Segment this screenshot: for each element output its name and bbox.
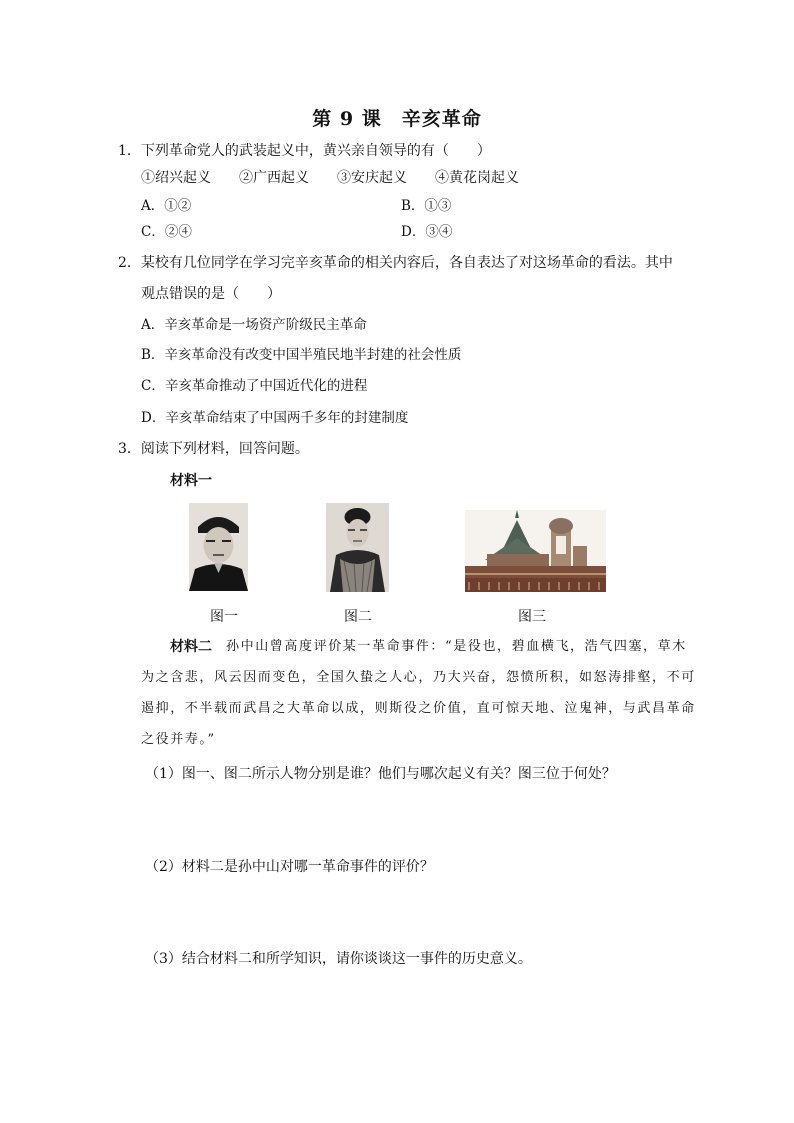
q1-items: ①绍兴起义 ②广西起义 ③安庆起义 ④黄花岗起义	[141, 170, 519, 186]
material1-label: 材料一	[170, 473, 212, 489]
caption-figure-one: 图一	[210, 609, 238, 625]
sub-question-1: （1）图一、图二所示人物分别是谁？他们与哪次起义有关？图三位于何处？	[145, 766, 616, 782]
material2-text-line1: 孙中山曾高度评价某一革命事件：“是役也，碧血横飞，浩气四塞，草木	[226, 639, 687, 654]
sub-question-2: （2）材料二是孙中山对哪一革命事件的评价？	[145, 859, 434, 875]
caption-figure-two: 图二	[344, 609, 372, 625]
sub-question-3: （3）结合材料二和所学知识，请你谈谈这一事件的历史意义。	[145, 951, 532, 967]
q1-stem: 1．下列革命党人的武装起义中，黄兴亲自领导的有（ ）	[118, 143, 491, 159]
material2-label: 材料二	[170, 639, 212, 655]
q1-option-d: D．③④	[401, 224, 453, 240]
q2-stem-line1: 2．某校有几位同学在学习完辛亥革命的相关内容后，各自表达了对这场革命的看法。其中	[118, 255, 673, 271]
material2-text-line2: 为之含悲，风云因而变色，全国久蛰之人心，乃大兴奋，怨愤所积，如怒涛排壑，不可	[141, 670, 696, 685]
q1-option-a: A．①②	[141, 198, 192, 214]
memorial-building-photo	[465, 510, 606, 592]
q1-option-c: C．②④	[141, 224, 192, 240]
caption-figure-three: 图三	[518, 609, 546, 625]
portrait-photo-one	[189, 503, 248, 591]
q2-option-a: A．辛亥革命是一场资产阶级民主革命	[141, 317, 367, 333]
material2-text-line3: 遏抑，不半载而武昌之大革命以成，则斯役之价值，直可惊天地、泣鬼神，与武昌革命	[141, 701, 696, 716]
q3-stem: 3．阅读下列材料，回答问题。	[118, 441, 309, 457]
portrait-photo-two	[326, 503, 389, 592]
q2-option-b: B．辛亥革命没有改变中国半殖民地半封建的社会性质	[141, 347, 462, 363]
q2-option-d: D．辛亥革命结束了中国两千多年的封建制度	[141, 410, 409, 426]
material2-text-line4: 之役并寿。”	[141, 732, 216, 747]
q2-stem-line2: 观点错误的是（ ）	[141, 286, 281, 302]
q1-option-b: B．①③	[401, 198, 452, 214]
q2-option-c: C．辛亥革命推动了中国近代化的进程	[141, 378, 368, 394]
page-title: 第 9 课 辛亥革命	[312, 108, 482, 130]
